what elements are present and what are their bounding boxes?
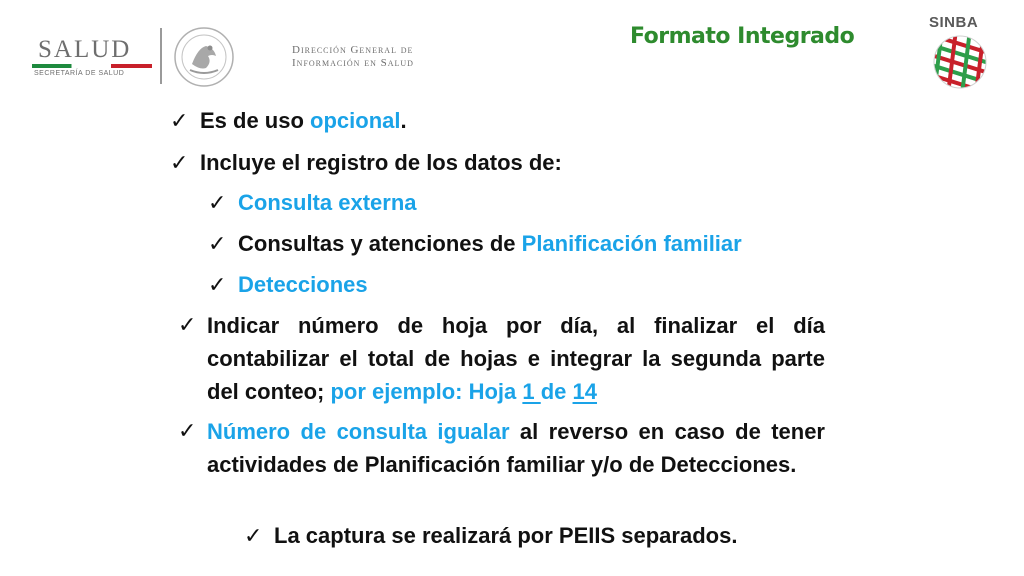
national-seal-icon: [172, 26, 236, 88]
paragraph-highlight: Número de consulta igualar: [207, 419, 510, 444]
subbullet-consulta-externa: [208, 190, 417, 216]
bullet-text: Es de uso: [200, 108, 311, 133]
salud-logo: [30, 36, 155, 82]
dgis-label: [292, 44, 414, 70]
page-title: Formato Integrado: [630, 24, 855, 49]
check-icon: ✓: [208, 191, 227, 216]
paragraph-text: al reverso en caso de tener actividades de Planificación familiar y/o de Detecciones.: [207, 419, 825, 477]
check-icon: ✓: [170, 151, 189, 176]
paragraph-text: Indicar número de hoja por día, al finalizar el día contabilizar el total de hojas e integrar la segunda parte del conteo;: [207, 313, 825, 404]
subbullet-highlight: Planificación familiar: [521, 231, 742, 256]
subbullet-text: Detecciones: [238, 272, 368, 297]
subbullet-text: Consultas y atenciones de: [238, 231, 522, 256]
salud-wordmark: SALUD: [38, 36, 132, 63]
example-page-total: 14: [572, 379, 598, 404]
example-de: de: [540, 379, 573, 404]
bullet-text: La captura se realizará por PEIIS separados.: [274, 523, 738, 548]
sinba-wordmark: SINBA: [929, 14, 979, 31]
dgis-line-1: Dirección General de: [292, 44, 414, 56]
bullet-incluye: [170, 150, 562, 176]
check-icon: ✓: [208, 232, 227, 257]
check-icon: ✓: [244, 524, 263, 549]
bullet-captura-peiis: [244, 523, 737, 549]
example-label: por ejemplo: Hoja: [330, 379, 523, 404]
paragraph-numero-consulta: [207, 415, 825, 481]
check-icon: ✓: [170, 109, 189, 134]
header-divider: [160, 28, 162, 84]
example-page-number: 1: [522, 379, 541, 404]
bullet-uso-opcional: [170, 108, 407, 134]
salud-subtitle: SECRETARÍA DE SALUD: [34, 70, 125, 77]
subbullet-planificacion: [208, 231, 742, 257]
sinba-globe-icon: [932, 34, 988, 90]
subbullet-detecciones: [208, 272, 368, 298]
flag-stripe: [32, 64, 152, 68]
subbullet-text: Consulta externa: [238, 190, 417, 215]
bullet-highlight: opcional: [310, 108, 401, 133]
bullet-end: .: [400, 108, 407, 133]
paragraph-indicar-hoja: [207, 309, 825, 408]
dgis-line-2: Información en Salud: [292, 57, 414, 69]
bullet-text: Incluye el registro de los datos de:: [200, 150, 562, 175]
check-icon: ✓: [178, 313, 197, 338]
check-icon: ✓: [178, 419, 197, 444]
check-icon: ✓: [208, 273, 227, 298]
